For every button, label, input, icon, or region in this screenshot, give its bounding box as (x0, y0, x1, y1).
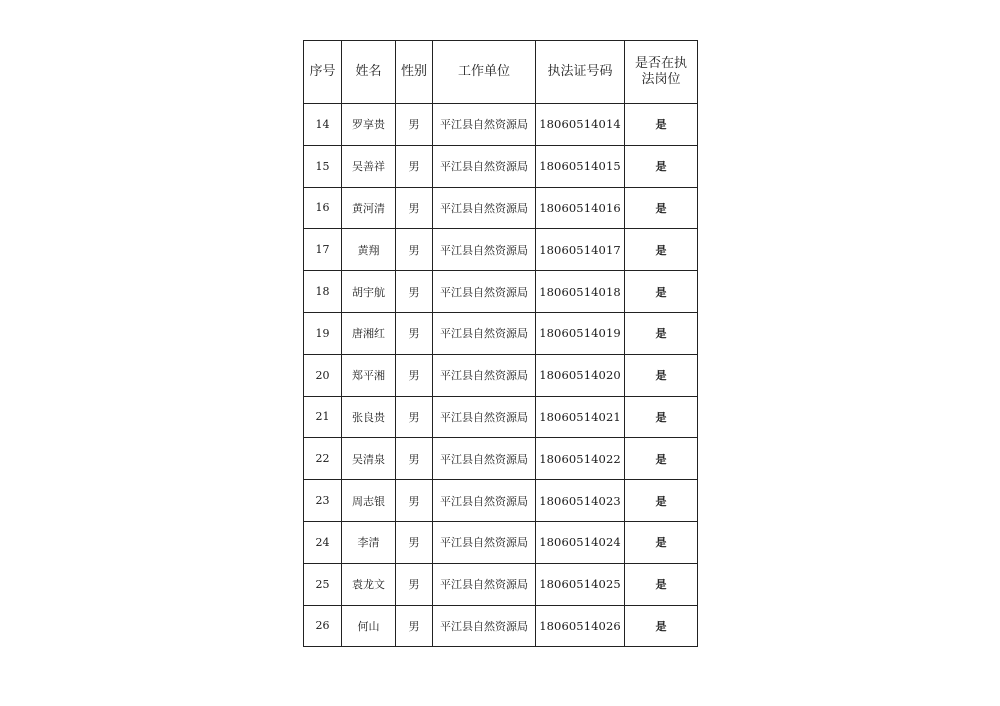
cell-gender: 男 (396, 104, 433, 146)
header-serial-number: 序号 (304, 41, 342, 104)
cell-serial-number: 19 (304, 312, 342, 354)
cell-work-unit: 平江县自然资源局 (433, 354, 536, 396)
cell-on-duty-status: 是 (625, 354, 698, 396)
cell-on-duty-status: 是 (625, 271, 698, 313)
cell-on-duty-status: 是 (625, 480, 698, 522)
table-row (304, 521, 698, 563)
table-body (304, 104, 698, 647)
cell-on-duty-status: 是 (625, 145, 698, 187)
cell-work-unit: 平江县自然资源局 (433, 229, 536, 271)
header-on-duty-status: 是否在执法岗位 (625, 41, 698, 104)
cell-work-unit: 平江县自然资源局 (433, 605, 536, 647)
cell-on-duty-status: 是 (625, 605, 698, 647)
cell-certificate-number: 18060514014 (536, 104, 625, 146)
table-row (304, 145, 698, 187)
cell-certificate-number: 18060514018 (536, 271, 625, 313)
table-row (304, 354, 698, 396)
cell-work-unit: 平江县自然资源局 (433, 145, 536, 187)
header-certificate-number: 执法证号码 (536, 41, 625, 104)
cell-work-unit: 平江县自然资源局 (433, 563, 536, 605)
cell-gender: 男 (396, 229, 433, 271)
cell-serial-number: 21 (304, 396, 342, 438)
cell-on-duty-status: 是 (625, 104, 698, 146)
header-gender: 性别 (396, 41, 433, 104)
cell-gender: 男 (396, 396, 433, 438)
cell-gender: 男 (396, 145, 433, 187)
cell-certificate-number: 18060514024 (536, 521, 625, 563)
cell-serial-number: 15 (304, 145, 342, 187)
cell-name: 吴善祥 (342, 145, 396, 187)
cell-certificate-number: 18060514026 (536, 605, 625, 647)
cell-name: 黄河清 (342, 187, 396, 229)
cell-gender: 男 (396, 271, 433, 313)
cell-gender: 男 (396, 187, 433, 229)
cell-work-unit: 平江县自然资源局 (433, 396, 536, 438)
cell-name: 袁龙文 (342, 563, 396, 605)
cell-on-duty-status: 是 (625, 229, 698, 271)
cell-on-duty-status: 是 (625, 396, 698, 438)
cell-certificate-number: 18060514022 (536, 438, 625, 480)
cell-serial-number: 25 (304, 563, 342, 605)
table-row (304, 396, 698, 438)
cell-name: 何山 (342, 605, 396, 647)
table-row (304, 312, 698, 354)
cell-gender: 男 (396, 480, 433, 522)
cell-work-unit: 平江县自然资源局 (433, 187, 536, 229)
cell-name: 李清 (342, 521, 396, 563)
cell-serial-number: 24 (304, 521, 342, 563)
cell-name: 周志银 (342, 480, 396, 522)
cell-work-unit: 平江县自然资源局 (433, 271, 536, 313)
cell-serial-number: 22 (304, 438, 342, 480)
cell-certificate-number: 18060514017 (536, 229, 625, 271)
table-row (304, 438, 698, 480)
table-row (304, 271, 698, 313)
header-work-unit: 工作单位 (433, 41, 536, 104)
table-row (304, 104, 698, 146)
cell-certificate-number: 18060514016 (536, 187, 625, 229)
cell-certificate-number: 18060514015 (536, 145, 625, 187)
cell-work-unit: 平江县自然资源局 (433, 438, 536, 480)
cell-on-duty-status: 是 (625, 521, 698, 563)
cell-certificate-number: 18060514025 (536, 563, 625, 605)
cell-serial-number: 18 (304, 271, 342, 313)
cell-on-duty-status: 是 (625, 312, 698, 354)
cell-name: 罗享贵 (342, 104, 396, 146)
cell-gender: 男 (396, 521, 433, 563)
cell-on-duty-status: 是 (625, 187, 698, 229)
cell-gender: 男 (396, 605, 433, 647)
cell-certificate-number: 18060514019 (536, 312, 625, 354)
personnel-table (303, 40, 698, 647)
cell-work-unit: 平江县自然资源局 (433, 521, 536, 563)
cell-work-unit: 平江县自然资源局 (433, 312, 536, 354)
cell-certificate-number: 18060514021 (536, 396, 625, 438)
cell-name: 胡宇航 (342, 271, 396, 313)
table-header-row (304, 41, 698, 104)
cell-serial-number: 26 (304, 605, 342, 647)
cell-name: 黄翔 (342, 229, 396, 271)
cell-work-unit: 平江县自然资源局 (433, 480, 536, 522)
cell-name: 吴清泉 (342, 438, 396, 480)
cell-serial-number: 23 (304, 480, 342, 522)
cell-gender: 男 (396, 438, 433, 480)
cell-on-duty-status: 是 (625, 438, 698, 480)
table-row (304, 187, 698, 229)
table-row (304, 480, 698, 522)
cell-gender: 男 (396, 563, 433, 605)
cell-on-duty-status: 是 (625, 563, 698, 605)
cell-serial-number: 14 (304, 104, 342, 146)
cell-serial-number: 16 (304, 187, 342, 229)
table-row (304, 229, 698, 271)
cell-name: 郑平湘 (342, 354, 396, 396)
table-row (304, 563, 698, 605)
cell-certificate-number: 18060514023 (536, 480, 625, 522)
cell-serial-number: 20 (304, 354, 342, 396)
header-name: 姓名 (342, 41, 396, 104)
table-row (304, 605, 698, 647)
cell-work-unit: 平江县自然资源局 (433, 104, 536, 146)
cell-name: 唐湘红 (342, 312, 396, 354)
cell-serial-number: 17 (304, 229, 342, 271)
cell-certificate-number: 18060514020 (536, 354, 625, 396)
cell-gender: 男 (396, 312, 433, 354)
cell-gender: 男 (396, 354, 433, 396)
cell-name: 张良贵 (342, 396, 396, 438)
